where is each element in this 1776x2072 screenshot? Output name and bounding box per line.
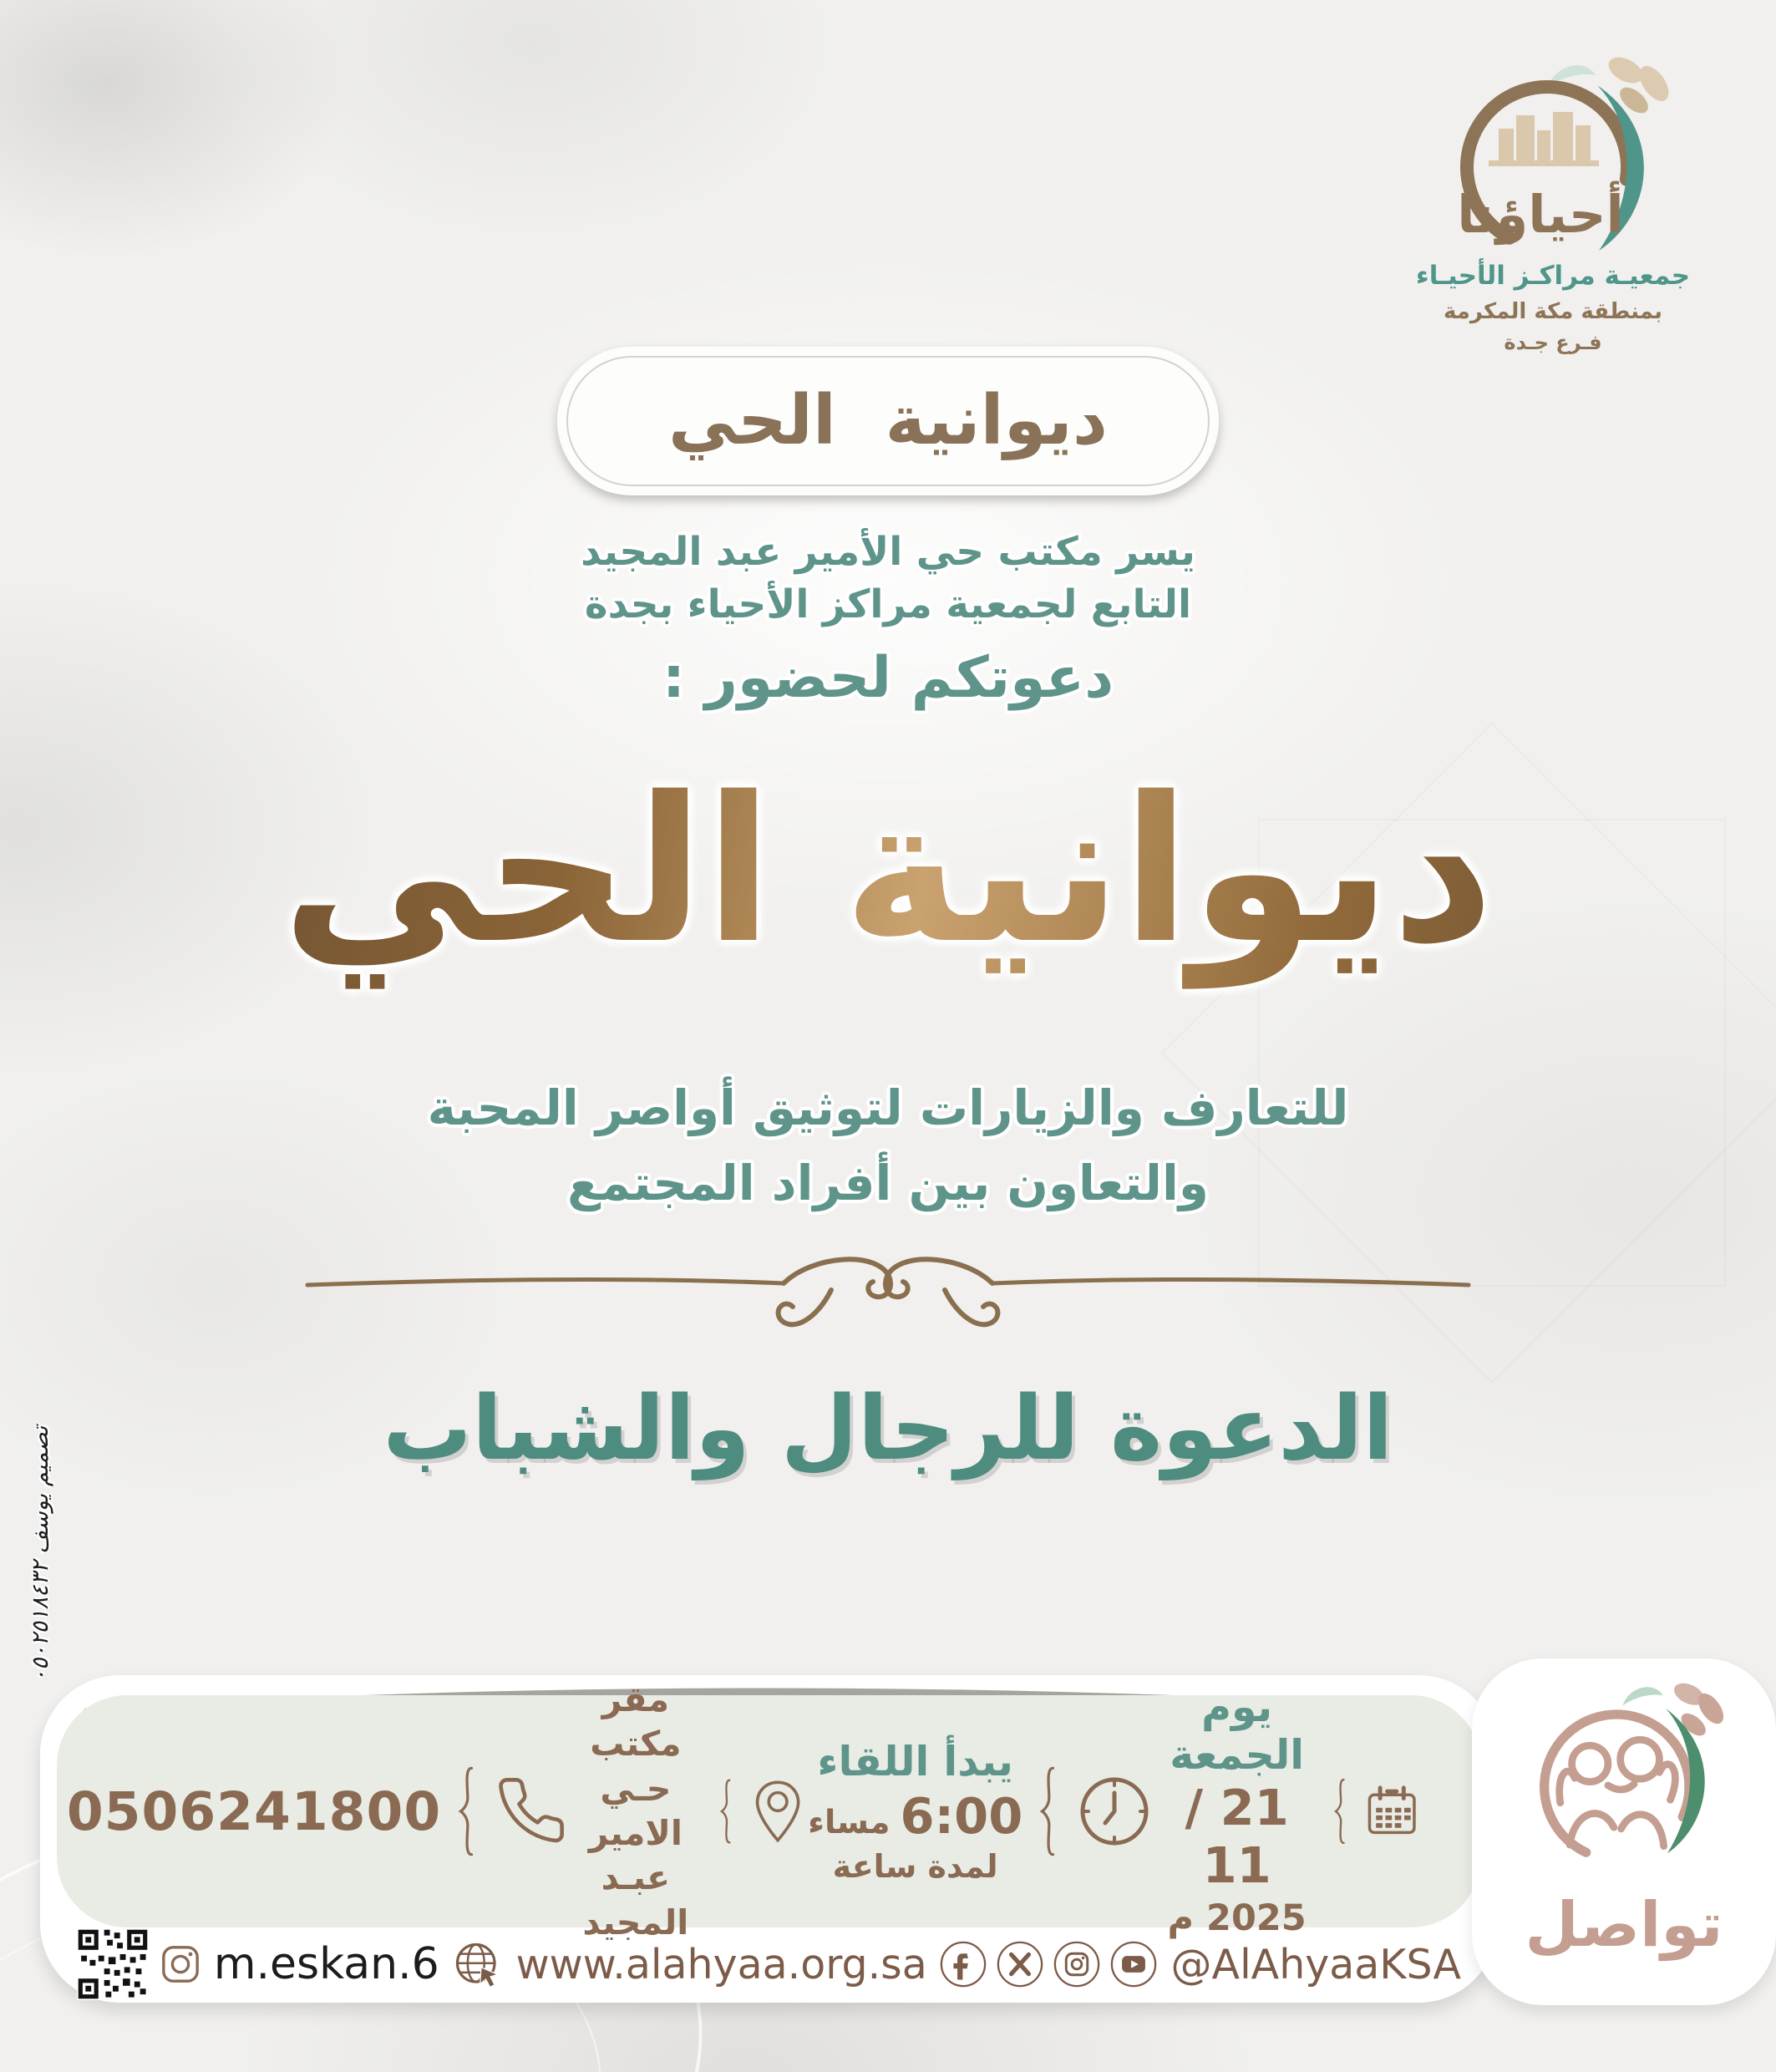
social-icons bbox=[939, 1940, 1158, 1988]
calendar-icon bbox=[1362, 1771, 1421, 1851]
contact-footer bbox=[65, 1924, 1473, 2004]
time-group bbox=[808, 1738, 1156, 1885]
brand-region: بمنطقة مكة المكرمة bbox=[1444, 299, 1662, 324]
date-year: 2025 م bbox=[1167, 1897, 1307, 1939]
venue-line3: عبـد المجيد bbox=[582, 1857, 689, 1942]
instagram-account[interactable] bbox=[160, 1939, 439, 1989]
intro-cta: دعوتكم لحضور : bbox=[662, 644, 1114, 711]
time-duration: لمدة ساعة bbox=[832, 1848, 998, 1885]
phone-icon bbox=[491, 1773, 568, 1850]
phone-number[interactable]: 0506241800 bbox=[66, 1780, 442, 1842]
ahyauna-emblem-icon bbox=[1415, 52, 1691, 259]
date-group bbox=[1156, 1684, 1421, 1939]
brand-wordmark: أحياؤنا bbox=[1457, 184, 1624, 245]
website-link[interactable] bbox=[451, 1938, 927, 1990]
intro-line1: يسر مكتب حي الأمير عبد المجيد bbox=[581, 529, 1195, 575]
curly-bracket-icon bbox=[456, 1763, 476, 1860]
curly-bracket-icon bbox=[1332, 1763, 1347, 1860]
ornamental-divider bbox=[295, 1252, 1481, 1364]
venue-line1: مقر مكتب bbox=[590, 1679, 682, 1765]
instagram-circle-icon[interactable] bbox=[1053, 1940, 1101, 1988]
date-text bbox=[1156, 1684, 1317, 1939]
audience-headline: الدعوة للرجال والشباب bbox=[383, 1377, 1393, 1480]
venue-line2: حـي الامير bbox=[588, 1768, 682, 1853]
venue-text bbox=[568, 1678, 703, 1945]
title-badge bbox=[557, 347, 1219, 495]
tawasul-emblem-icon bbox=[1515, 1670, 1733, 1889]
clock-icon bbox=[1073, 1770, 1156, 1853]
time-meridiem: مساء bbox=[808, 1804, 891, 1841]
intro-block bbox=[0, 526, 1776, 711]
designer-credit: تصميم يوسف ٠٥٠٢٥١٨٤٣٢ bbox=[28, 1425, 53, 1683]
x-twitter-icon[interactable] bbox=[996, 1940, 1044, 1988]
time-value: 6:00 bbox=[900, 1787, 1023, 1845]
instagram-icon bbox=[160, 1944, 200, 1984]
time-text bbox=[808, 1738, 1022, 1885]
details-card bbox=[40, 1675, 1498, 2003]
location-pin-icon bbox=[748, 1765, 808, 1858]
intro-line2: التابع لجمعية مراكز الأحياء بجدة bbox=[584, 581, 1192, 627]
date-heading: يوم الجمعة bbox=[1170, 1684, 1305, 1779]
brand-org-name: جمعيـة مراكـز الأحيـاء bbox=[1415, 261, 1691, 291]
youtube-icon[interactable] bbox=[1109, 1940, 1158, 1988]
description-block bbox=[0, 1071, 1776, 1221]
facebook-icon[interactable] bbox=[939, 1940, 987, 1988]
instagram-handle[interactable]: m.eskan.6 bbox=[213, 1939, 439, 1989]
description-line1: للتعارف والزيارات لتوثيق أواصر المحبة bbox=[427, 1079, 1349, 1136]
curly-bracket-icon bbox=[1038, 1763, 1058, 1860]
tawasul-wordmark: تواصل bbox=[1525, 1889, 1723, 1961]
badge-title: ديوانية الحي bbox=[668, 381, 1108, 460]
website-url[interactable]: www.alahyaa.org.sa bbox=[515, 1940, 927, 1988]
qr-code[interactable] bbox=[77, 1928, 149, 2000]
social-handle[interactable]: @AlAhyaaKSA bbox=[1170, 1940, 1461, 1988]
tawasul-card bbox=[1472, 1658, 1776, 2005]
curly-bracket-icon bbox=[718, 1763, 733, 1860]
brand-branch: فـرع جـدة bbox=[1504, 331, 1602, 354]
social-accounts bbox=[939, 1940, 1461, 1988]
brand-logo bbox=[1365, 52, 1741, 354]
details-panel bbox=[57, 1679, 1481, 1942]
venue-group bbox=[568, 1678, 808, 1945]
main-headline: ديوانية الحي bbox=[0, 715, 1776, 1026]
globe-cursor-icon bbox=[451, 1938, 503, 1990]
description-line2: والتعاون بين أفراد المجتمع bbox=[567, 1154, 1209, 1211]
date-value: 21 / 11 bbox=[1185, 1779, 1289, 1894]
phone-group bbox=[67, 1763, 568, 1860]
time-heading: يبدأ اللقاء bbox=[817, 1738, 1013, 1785]
